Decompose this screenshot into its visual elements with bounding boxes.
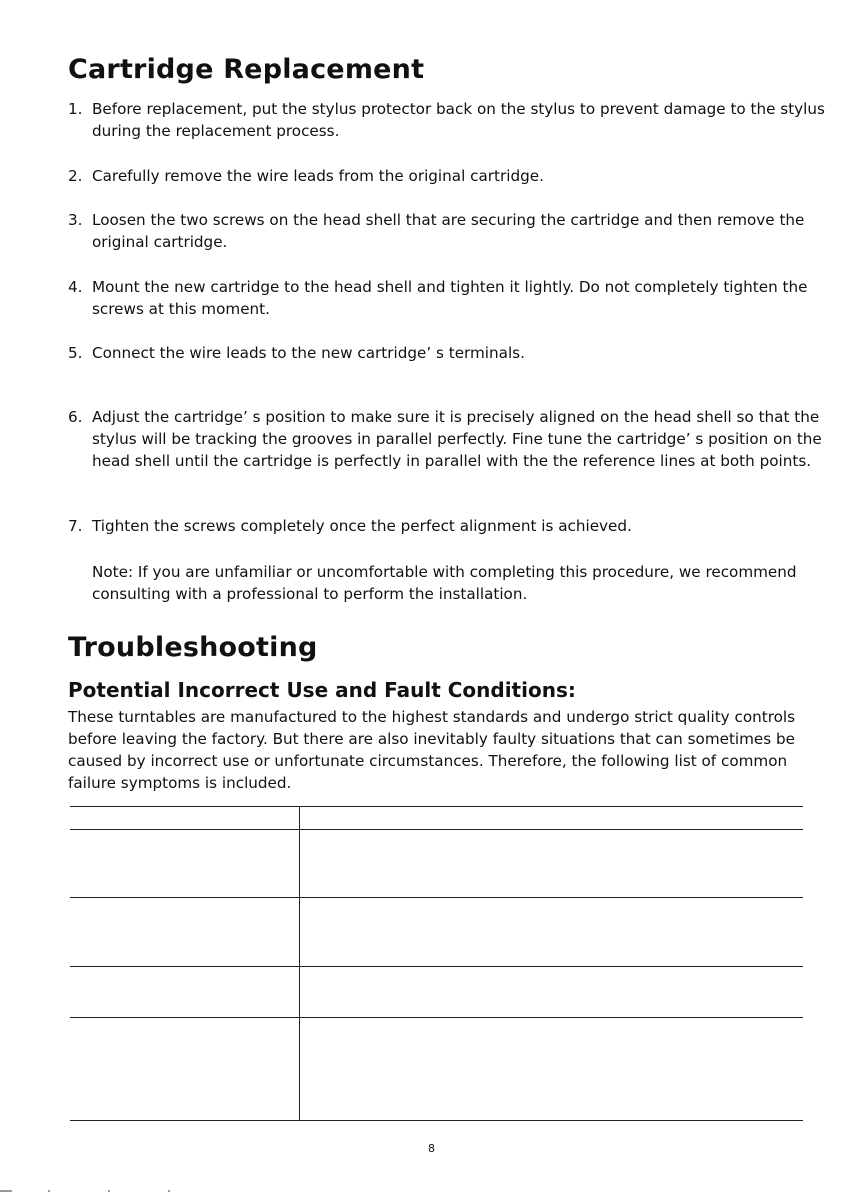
- fault-conditions-heading: Potential Incorrect Use and Fault Conditions:: [68, 678, 576, 702]
- page-number: 8: [428, 1142, 435, 1155]
- step-number: 3.: [68, 211, 83, 229]
- table-column-divider: [299, 806, 300, 1120]
- step-text: Tighten the screws completely once the perfect alignment is achieved.: [92, 517, 632, 535]
- step-1: [68, 98, 828, 142]
- step-number: 2.: [68, 167, 83, 185]
- step-2: [68, 165, 828, 187]
- step-number: 4.: [68, 278, 83, 296]
- step-text: Adjust the cartridge’ s position to make sure it is precisely aligned on the head shell so that the stylus will be tracking the grooves in parallel perfectly. Fine tune the cartridge’ s position on the head shell until the cartridge is perfectly in parallel with the the reference lines at both points.: [92, 408, 822, 470]
- table-header-rule: [70, 829, 803, 830]
- step-text: Connect the wire leads to the new cartridge’ s terminals.: [92, 344, 525, 362]
- step-number: 7.: [68, 517, 83, 535]
- troubleshooting-heading: Troubleshooting: [68, 632, 318, 663]
- step-3: [68, 209, 828, 253]
- table-row-rule: [70, 897, 803, 898]
- step-text: Loosen the two screws on the head shell that are securing the cartridge and then remove the original cartridge.: [92, 211, 805, 251]
- step-5: [68, 342, 828, 364]
- step-7: [68, 515, 828, 537]
- table-top-rule: [70, 806, 803, 807]
- footer-marks: [0, 1186, 854, 1192]
- step-number: 5.: [68, 344, 83, 362]
- table-row-rule: [70, 966, 803, 967]
- step-number: 6.: [68, 408, 83, 426]
- step-text: Before replacement, put the stylus protector back on the stylus to prevent damage to the stylus during the replacement process.: [92, 100, 825, 140]
- cartridge-replacement-heading: Cartridge Replacement: [68, 54, 425, 85]
- troubleshooting-intro: These turntables are manufactured to the highest standards and undergo strict quality controls before leaving the factory. But there are also inevitably faulty situations that can sometimes be caused by incorrect use or unfortunate circumstances. Therefore, the following list of common failure symptoms is included.: [68, 708, 796, 792]
- table-row-rule: [70, 1017, 803, 1018]
- table-bottom-rule: [70, 1120, 803, 1121]
- step-text: Carefully remove the wire leads from the original cartridge.: [92, 167, 544, 185]
- step-6: [68, 406, 828, 472]
- step-4: [68, 276, 828, 320]
- step-number: 1.: [68, 100, 83, 118]
- step-text: Mount the new cartridge to the head shell and tighten it lightly. Do not completely tighten the screws at this moment.: [92, 278, 808, 318]
- installation-note: Note: If you are unfamiliar or uncomfortable with completing this procedure, we recommend consulting with a professional to perform the installation.: [92, 563, 797, 603]
